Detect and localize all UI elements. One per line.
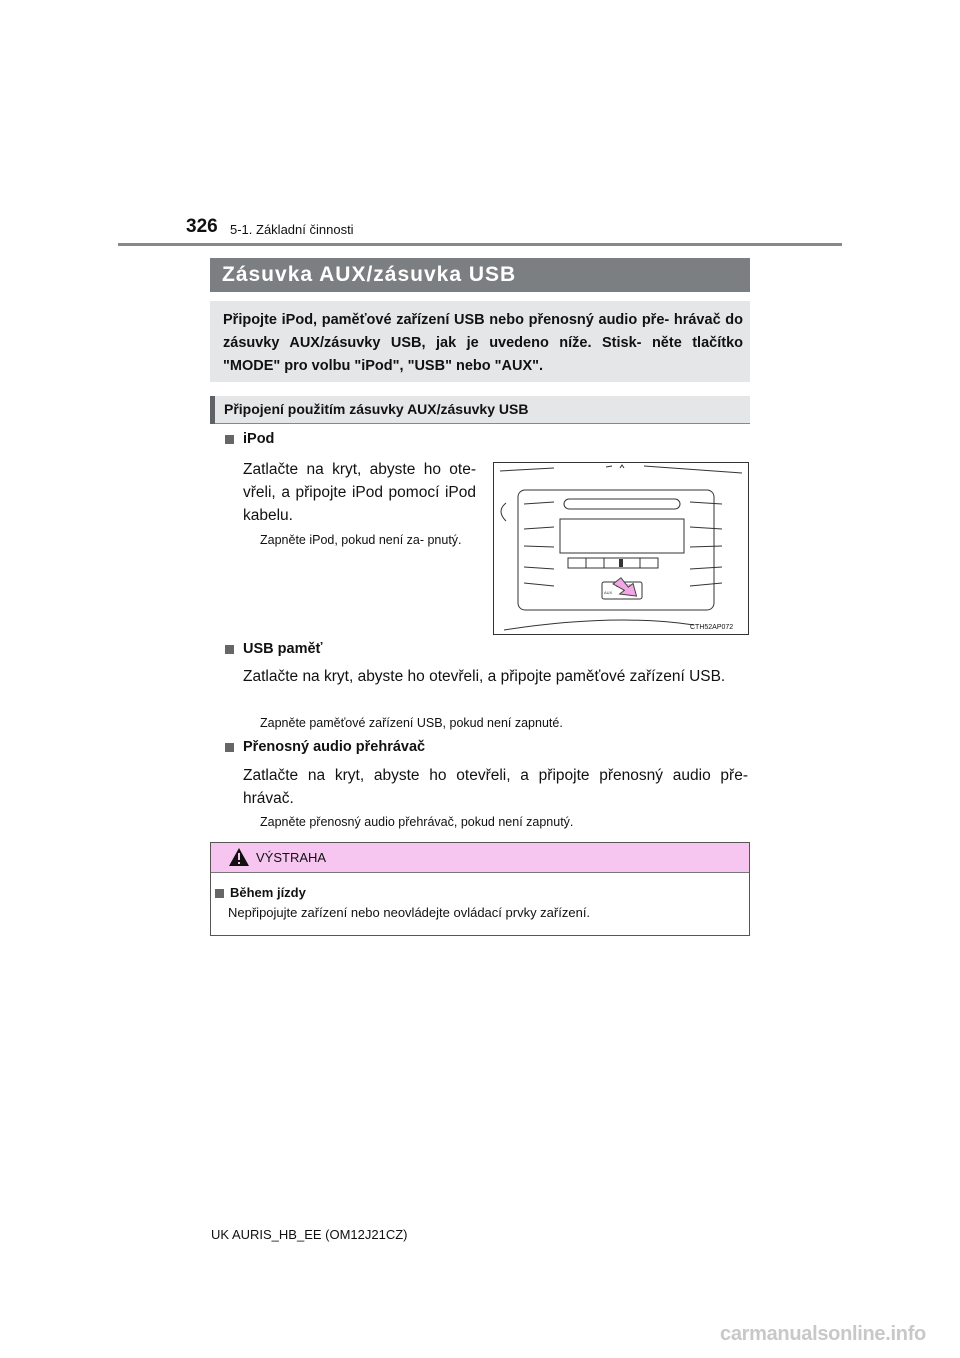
title-bar bbox=[210, 258, 750, 292]
item-note-ipod: Zapněte iPod, pokud není za- pnutý. bbox=[260, 533, 462, 547]
audio-unit-drawing bbox=[494, 463, 748, 634]
bullet-square-icon bbox=[225, 435, 234, 444]
watermark: carmanualsonline.info bbox=[720, 1323, 926, 1345]
intro-text: Připojte iPod, paměťové zařízení USB nebo přenosný audio pře- hrávač do zásuvky AUX/zásuvky USB, jak je uvedeno níže. Stisk- něte tlačítko "MODE" pro volbu "iPod", "USB" nebo "AUX". bbox=[223, 312, 743, 374]
figure-code: CTH52AP072 bbox=[690, 624, 734, 631]
item-text-ipod: Zatlačte na kryt, abyste ho ote- vřeli, a připojte iPod pomocí iPod kabelu. bbox=[243, 461, 476, 524]
item-note-portable: Zapněte přenosný audio přehrávač, pokud není zapnutý. bbox=[260, 815, 574, 829]
subsection-accent bbox=[210, 396, 215, 424]
section-label: 5-1. Základní činnosti bbox=[230, 222, 354, 237]
bullet-square-icon bbox=[215, 889, 224, 898]
item-note-usb: Zapněte paměťové zařízení USB, pokud není zapnuté. bbox=[260, 716, 563, 730]
bullet-square-icon bbox=[225, 645, 234, 654]
warning-item-text: Nepřipojujte zařízení nebo neovládejte ovládací prvky zařízení. bbox=[228, 905, 591, 920]
intro-box bbox=[210, 301, 750, 382]
subsection-bar bbox=[210, 396, 750, 424]
item-heading-portable: Přenosný audio přehrávač bbox=[243, 739, 426, 755]
warning-item-title: Během jízdy bbox=[230, 885, 306, 900]
footer-model-code: UK AURIS_HB_EE (OM12J21CZ) bbox=[211, 1227, 408, 1242]
item-text-portable: Zatlačte na kryt, abyste ho otevřeli, a připojte přenosný audio pře- hrávač. bbox=[243, 767, 748, 807]
item-text-usb: Zatlačte na kryt, abyste ho otevřeli, a připojte paměťové zařízení USB. bbox=[243, 668, 726, 685]
aux-label: AUX bbox=[604, 590, 613, 595]
warning-label: VÝSTRAHA bbox=[256, 850, 327, 865]
subsection-title: Připojení použitím zásuvky AUX/zásuvky USB bbox=[224, 401, 529, 417]
item-heading-ipod: iPod bbox=[243, 431, 275, 447]
page-title: Zásuvka AUX/zásuvka USB bbox=[222, 263, 517, 286]
warning-triangle-icon bbox=[228, 847, 250, 867]
audio-unit-illustration bbox=[493, 462, 749, 635]
bullet-square-icon bbox=[225, 743, 234, 752]
header-rule bbox=[118, 243, 842, 246]
warning-header bbox=[211, 843, 749, 873]
page-number: 326 bbox=[186, 216, 218, 237]
warning-box bbox=[210, 842, 750, 936]
item-heading-usb: USB paměť bbox=[243, 641, 323, 657]
